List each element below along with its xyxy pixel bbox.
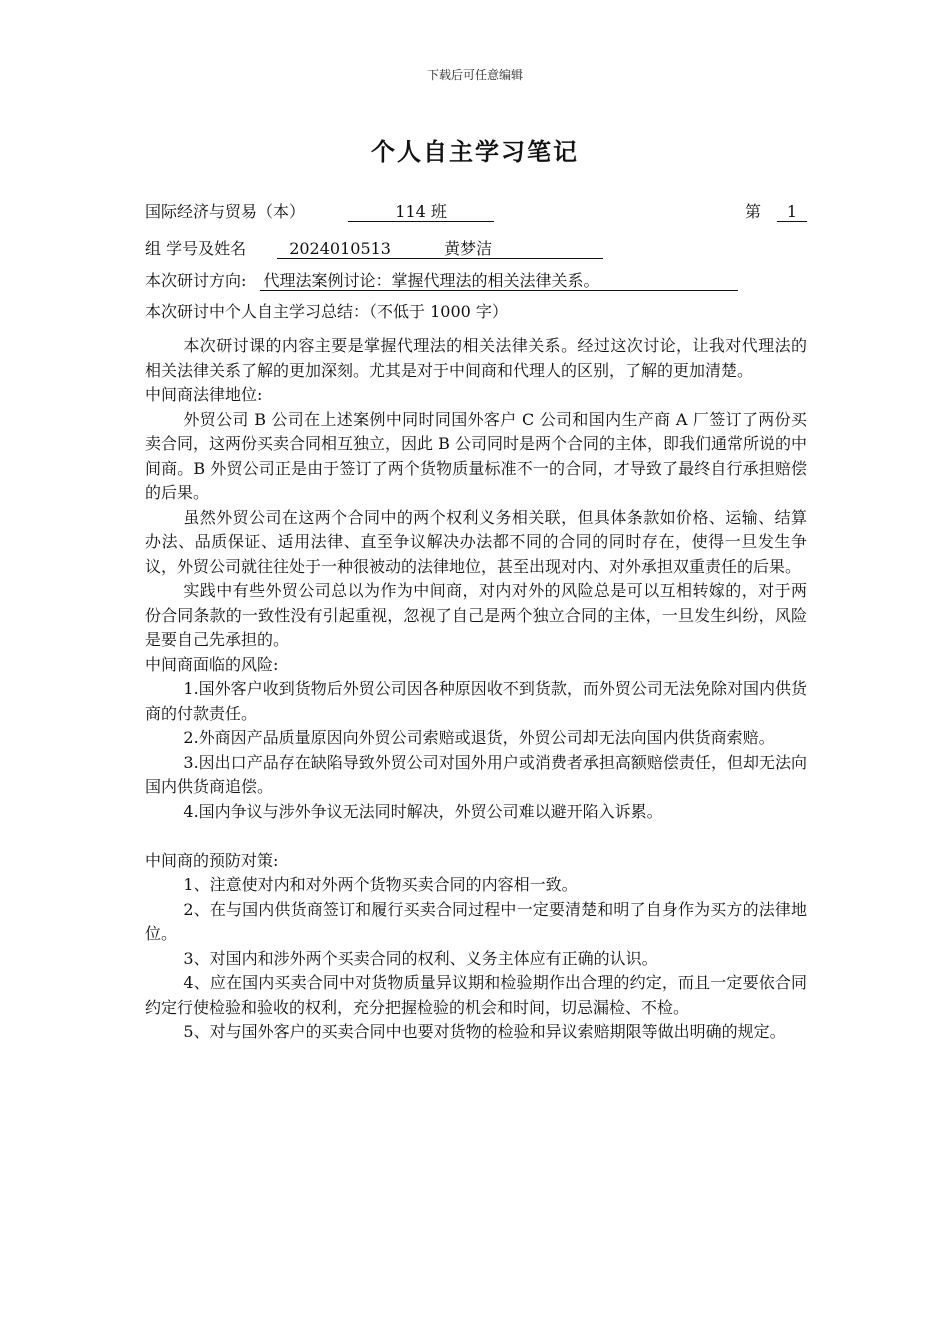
list-item: 4、应在国内买卖合同中对货物质量异议期和检验期作出合理的约定，而且一定要依合同约定行使检验和验收的权利，充分把握检验的机会和时间，切忌漏检、不检。 [145, 973, 807, 1017]
class-field: 114 班 [348, 201, 494, 222]
major-label: 国际经济与贸易（本） [145, 202, 306, 221]
header-note: 下载后可任意编辑 [426, 68, 523, 82]
list-item: 1、注意使对内和对外两个货物买卖合同的内容相一致。 [183, 875, 578, 894]
group-prefix: 第 [745, 202, 762, 221]
student-field [277, 238, 603, 259]
paragraph: 实践中有些外贸公司总以为作为中间商，对内对外的风险总是可以互相转嫁的，对于两份合同条款的一致性没有引起重视，忽视了自己是两个独立合同的主体，一旦发生纠纷，风险是要自己先承担的。 [145, 581, 807, 649]
list-item: 5、对与国外客户的买卖合同中也要对货物的检验和异议索赔期限等做出明确的规定。 [183, 1022, 786, 1041]
page-title: 个人自主学习笔记 [371, 137, 579, 166]
group-field: 1 [777, 201, 807, 222]
blank-line [145, 824, 807, 849]
topic-field [260, 270, 738, 291]
summary-label: 本次研讨中个人自主学习总结：（不低于 1000 字） [145, 302, 508, 321]
info-line-topic [145, 270, 738, 292]
list-item: 2、在与国内供货商签订和履行买卖合同过程中一定要清楚和明了自身作为买方的法律地位。 [145, 899, 807, 943]
topic-value: 代理法案例讨论：掌握代理法的相关法律关系。 [263, 271, 600, 290]
list-item: 2.外商因产品质量原因向外贸公司索赔或退货，外贸公司却无法向国内供货商索赔。 [183, 728, 775, 747]
section-heading: 中间商面临的风险: [145, 654, 279, 674]
section-heading: 中间商法律地位: [145, 385, 263, 404]
paragraph: 本次研讨课的内容主要是掌握代理法的相关法律关系。经过这次讨论，让我对代理法的相关法律关系了解的更加深刻。尤其是对于中间商和代理人的区别，了解的更加清楚。 [145, 336, 807, 380]
info-line-class [145, 201, 807, 223]
list-item: 3.因出口产品存在缺陷导致外贸公司对国外用户或消费者承担高额赔偿责任，但却无法向国内供货商追偿。 [145, 752, 807, 796]
student-name: 黄梦洁 [444, 239, 493, 258]
student-id: 2024010513 [289, 239, 391, 258]
list-item: 1.国外客户收到货物后外贸公司因各种原因收不到货款，而外贸公司无法免除对国内供货商的付款责任。 [145, 679, 807, 723]
student-label: 组 学号及姓名 [145, 239, 247, 258]
list-item: 4.国内争议与涉外争议无法同时解决，外贸公司难以避开陷入诉累。 [183, 801, 663, 821]
section-heading: 中间商的预防对策: [145, 850, 279, 870]
topic-label: 本次研讨方向: [145, 271, 247, 290]
paragraph: 外贸公司 B 公司在上述案例中同时同国外客户 C 公司和国内生产商 A 厂签订了两份买卖合同，这两份买卖合同相互独立，因此 B 公司同时是两个合同的主体，即我们通常所说的中间商。B 外贸公司正是由于签订了两个货物质量标准不一的合同，才导致了最终自行承担赔偿的后果。 [145, 409, 807, 502]
list-item: 3、对国内和涉外两个买卖合同的权利、义务主体应有正确的认识。 [183, 948, 658, 968]
summary-body [145, 334, 807, 1045]
paragraph: 虽然外贸公司在这两个合同中的两个权利义务相关联，但具体条款如价格、运输、结算办法、品质保证、适用法律、直至争议解决办法都不同的合同的同时存在，使得一旦发生争议，外贸公司就往往处于一种很被动的法律地位，甚至出现对内、对外承担双重责任的后果。 [145, 507, 807, 576]
info-line-student [145, 238, 603, 260]
